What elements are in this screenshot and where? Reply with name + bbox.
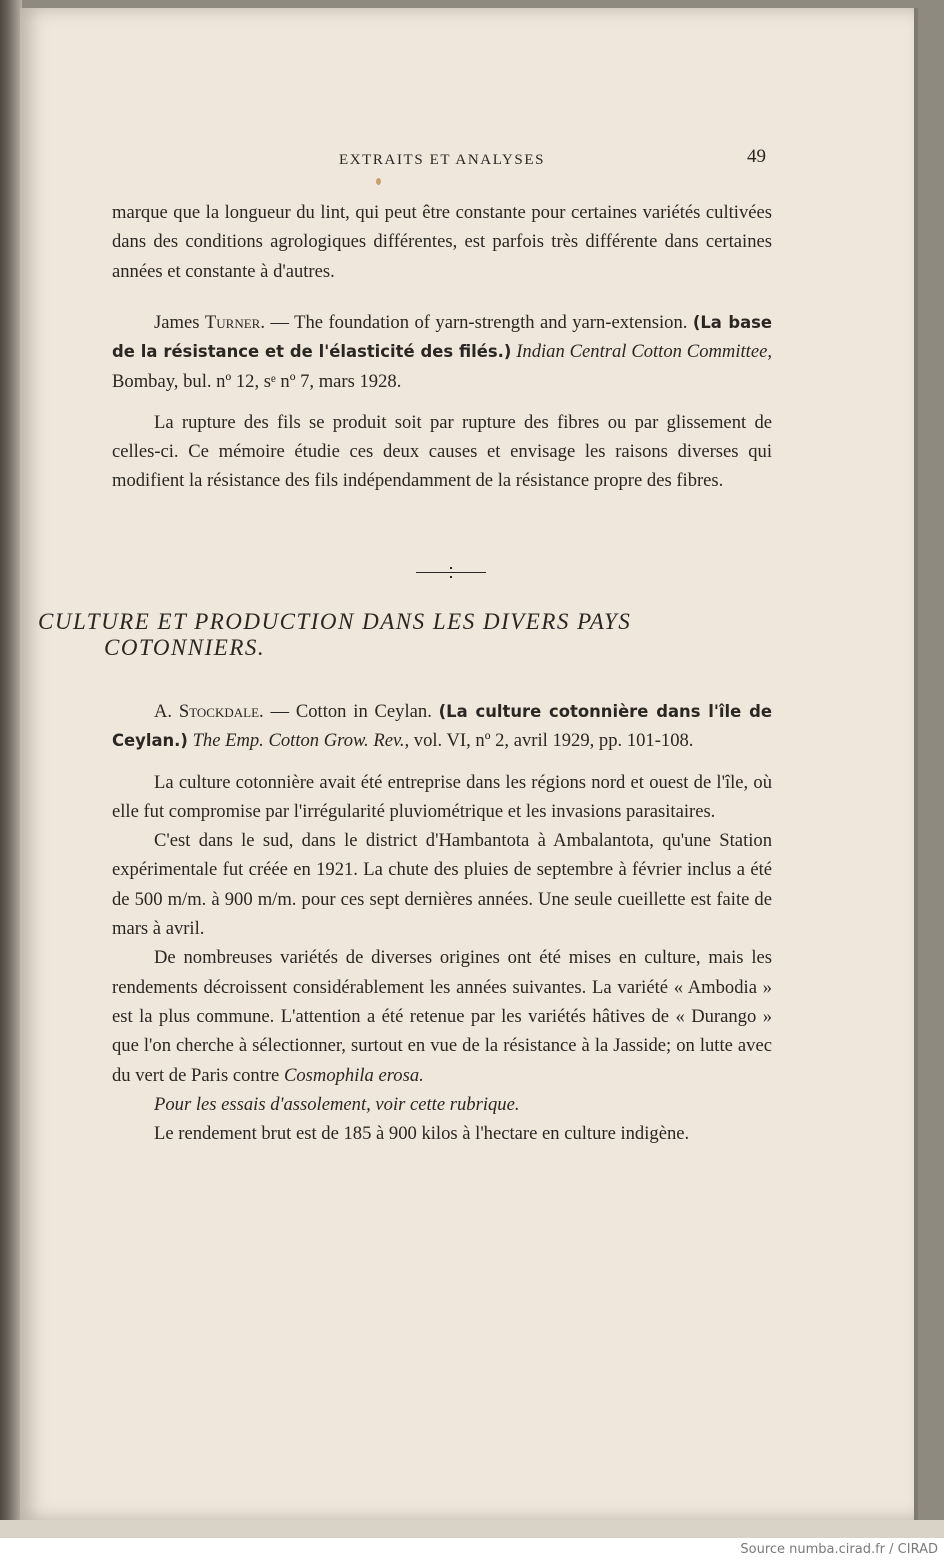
turner-author-last: Turner	[204, 312, 261, 333]
stockdale-journal: The Emp. Cotton Grow. Rev.,	[192, 730, 410, 752]
stockdale-title-en: Cotton in Ceylan.	[295, 701, 432, 722]
stockdale-citation	[112, 697, 772, 756]
turner-title-fr: (La base de la résistance et de l'élasticité des filés.)	[112, 313, 773, 362]
section-heading	[38, 609, 778, 661]
turner-separator: . —	[260, 312, 295, 333]
turner-details: Bombay, bul. nº 12, sᵉ nº 7, mars 1928.	[112, 370, 402, 392]
section-divider-ornament	[416, 572, 486, 573]
stockdale-separator: . —	[259, 701, 296, 722]
stockdale-paragraph-3-text: De nombreuses variétés de diverses origines ont été mises en culture, mais les rendements décroissent considérablement les années suivantes. La variété « Ambodia » est la plus commune. L'attention a été retenue par les variétés hâtives de « Durango » que l'on cherche à sélectionner, surtout en vue de la résistance à la Jasside; on lutte avec du vert de Paris contre	[112, 947, 772, 1086]
carryover-paragraph-block	[112, 198, 772, 286]
turner-entry	[112, 308, 772, 496]
turner-journal: Indian Central Cotton Committee,	[516, 341, 773, 363]
ink-spot	[376, 178, 381, 185]
turner-citation	[112, 308, 772, 396]
running-head-title: EXTRAITS ET ANALYSES	[338, 152, 546, 168]
stockdale-paragraph-1: La culture cotonnière avait été entreprise dans les régions nord et ouest de l'île, où elle fut compromise par l'irrégularité pluviométrique et les invasions parasitaires.	[112, 771, 772, 822]
source-credit: Source numba.cirad.fr / CIRAD	[740, 1542, 938, 1557]
turner-summary: La rupture des fils se produit soit par rupture des fibres ou par glissement de celles-ci. Ce mémoire étudie ces deux causes et envisage les raisons diverses qui modifient la résistance des fils indépendamment de la résistance propre des fibres.	[112, 411, 772, 492]
stockdale-author-first: A.	[154, 701, 173, 722]
divider-dot-bottom	[450, 576, 452, 578]
carryover-paragraph: marque que la longueur du lint, qui peut être constante pour certaines variétés cultivées dans des conditions agrologiques différentes, est parfois très différente dans certaines années et constante à d'autres.	[112, 202, 772, 282]
stockdale-entry	[112, 697, 772, 1148]
turner-title-en: The foundation of yarn-strength and yarn-extension.	[294, 312, 688, 333]
section-heading-line1: CULTURE ET PRODUCTION DANS LES DIVERS PAYS	[38, 609, 632, 634]
section-heading-line2: COTONNIERS.	[104, 635, 266, 660]
book-binding-edge	[0, 0, 22, 1538]
running-head	[112, 146, 772, 176]
stockdale-paragraph-3	[112, 943, 772, 1089]
turner-author-first: James	[154, 312, 200, 333]
stockdale-paragraph-5: Le rendement brut est de 185 à 900 kilos à l'hectare en culture indigène.	[154, 1123, 690, 1145]
scan-bottom-margin	[0, 1520, 944, 1538]
stockdale-author-last: Stockdale	[178, 701, 260, 722]
stockdale-details: vol. VI, nº 2, avril 1929, pp. 101-108.	[413, 730, 694, 752]
stockdale-paragraph-4	[112, 1090, 772, 1119]
stockdale-species-name: Cosmophila erosa.	[283, 1064, 424, 1086]
stockdale-paragraph-2: C'est dans le sud, dans le district d'Hambantota à Ambalantota, qu'une Station expérimentale fut créée en 1921. La chute des pluies de septembre à février inclus a été de 500 m/m. à 900 m/m. pour ces sept dernières années. Une seule cueillette est faite de mars à avril.	[112, 830, 772, 940]
divider-dot-top	[450, 567, 452, 569]
stockdale-crossref: Pour les essais d'assolement, voir cette rubrique.	[154, 1093, 520, 1115]
stockdale-title-fr: (La culture cotonnière dans l'île de Ceylan.)	[112, 702, 772, 751]
page-number: 49	[747, 146, 766, 167]
